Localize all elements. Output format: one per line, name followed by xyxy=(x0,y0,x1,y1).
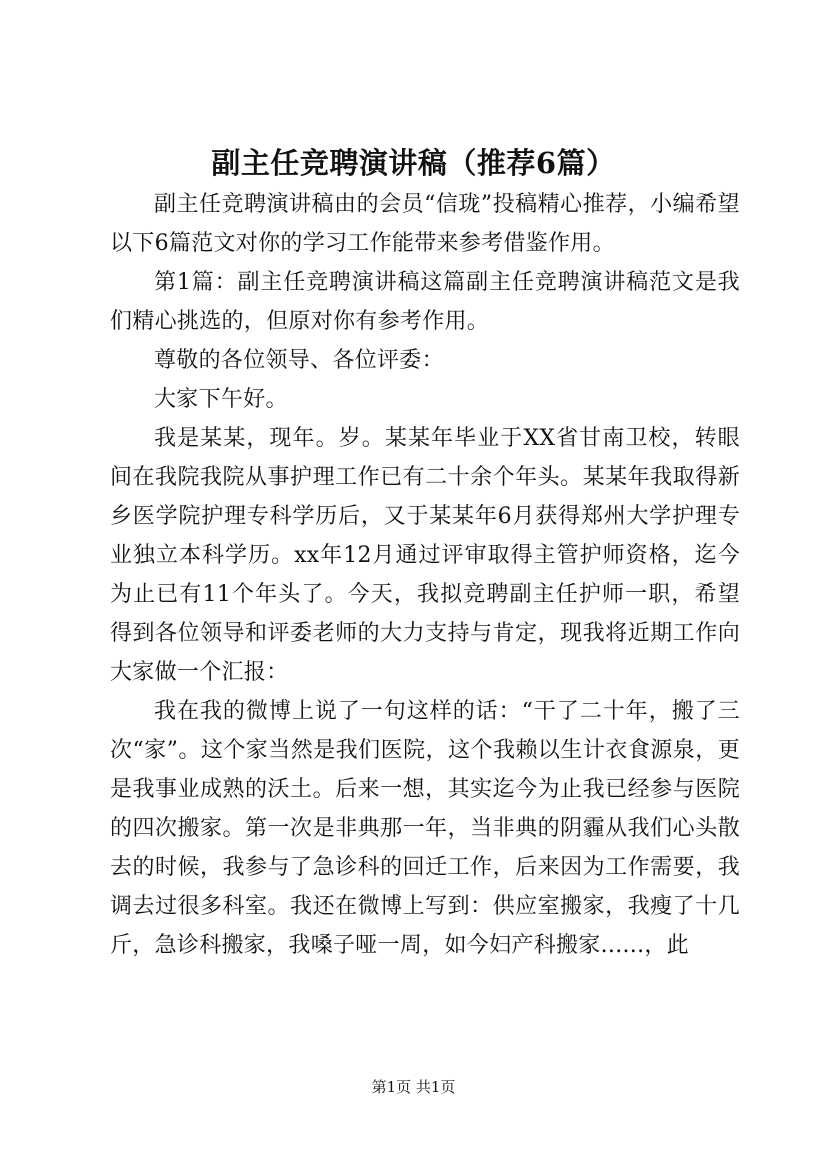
paragraph-salutation: 尊敬的各位领导、各位评委： xyxy=(154,348,444,373)
document-title: 副主任竞聘演讲稿（推荐6篇） xyxy=(211,146,616,180)
paragraph-article-1-note: 第1篇：副主任竞聘演讲稿这篇副主任竞聘演讲稿范文是我们精心挑选的，但原对你有参考作用。 xyxy=(110,270,740,334)
paragraph-work-history: 我在我的微博上说了一句这样的话：“干了二十年，搬了三次“家”。这个家当然是我们医院，这个我赖以生计衣食源泉，更是我事业成熟的沃土。后来一想，其实迄今为止我已经参与医院的四次搬家。第一次是非典那一年，当非典的阴霾从我们心头散去的时候，我参与了急诊科的回迁工作，后来因为工作需要，我调去过很多科室。我还在微博上写到：供应室搬家，我瘦了十几斤，急诊科搬家，我嗓子哑一周，如今妇产科搬家......，此 xyxy=(110,699,740,958)
paragraph-greeting: 大家下午好。 xyxy=(154,387,288,412)
paragraph-self-introduction: 我是某某，现年。岁。某某年毕业于XX省甘南卫校，转眼间在我院我院从事护理工作已有二十余个年头。某某年我取得新乡医学院护理专科学历后，又于某某年6月获得郑州大学护理专业独立本科学历。xx年12月通过评审取得主管护师资格，迄今为止已有11个年头了。今天，我拟竞聘副主任护师一职，希望得到各位领导和评委老师的大力支持与肯定，现我将近期工作向大家做一个汇报： xyxy=(110,426,740,685)
document-body xyxy=(110,185,740,965)
page-footer: 第1页 共1页 xyxy=(371,1078,456,1096)
paragraph-intro: 副主任竞聘演讲稿由的会员“信珑”投稿精心推荐，小编希望以下6篇范文对你的学习工作能带来参考借鉴作用。 xyxy=(110,192,740,256)
